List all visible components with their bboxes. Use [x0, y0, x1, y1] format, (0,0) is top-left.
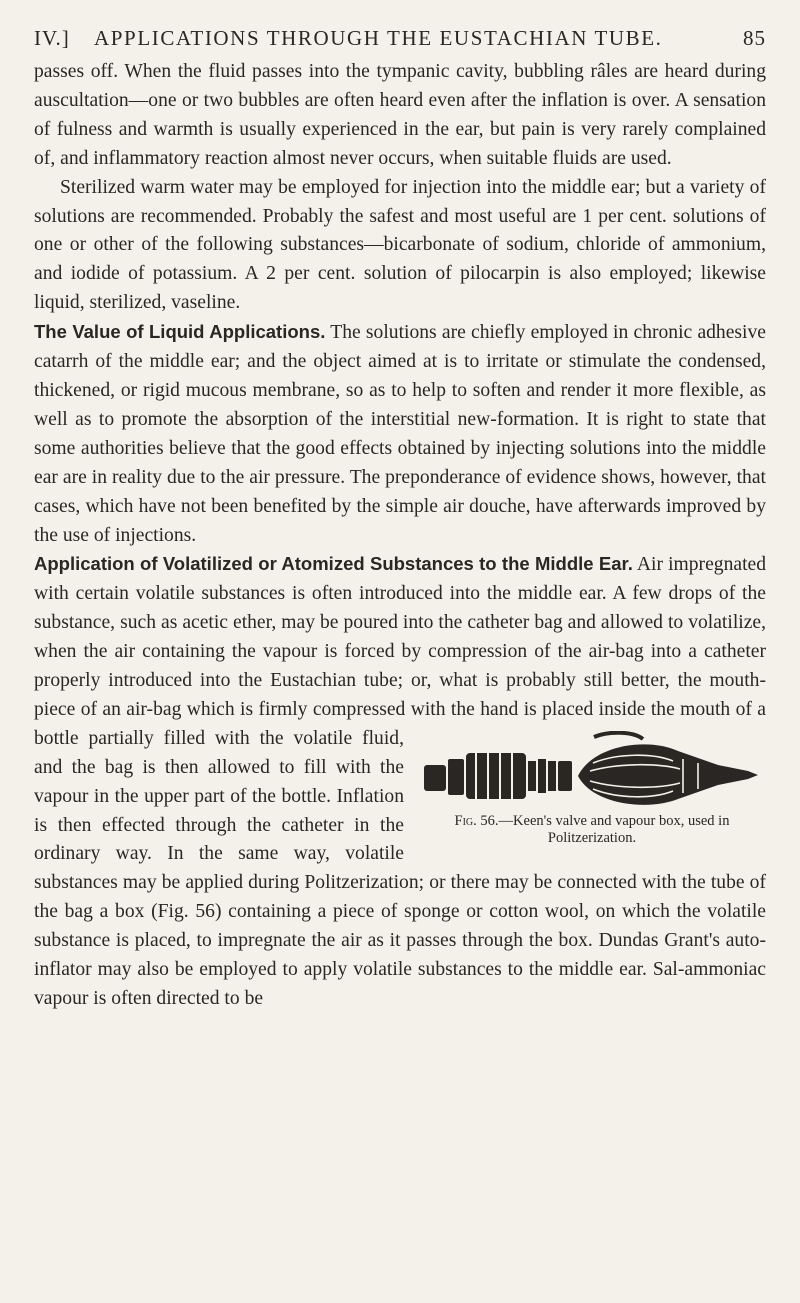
- page-body: [34, 58, 766, 1014]
- paragraph-text: The solutions are chiefly employed in chronic adhesive catarrh of the middle ear; and the object aimed at is to irritate or stimulate the condensed, thickened, or rigid mucous membrane, so as to help to soften and render it more flexible, as well as to promote the absorption of the interstitial new-formation. It is right to state that some authorities believe that the good effects obtained by injecting solutions into the middle ear are in reality due to the air pressure. The preponderance of evidence shows, however, that cases, which have not been benefited by the simple air douche, have afterwards improved by the use of injections.: [34, 322, 766, 546]
- paragraph-fluid-passes: passes off. When the fluid passes into the tympanic cavity, bubbling râles are heard during auscultation—one or two bubbles are often heard even after the inflation is over. A sensation of fulness and warmth is usually experienced in the ear, but pain is very rarely complained of, and inflammatory reaction almost never occurs, when suitable fluids are used.: [34, 61, 766, 169]
- section-heading-volatilized-substances: Application of Volatilized or Atomized Substances to the Middle Ear.: [34, 553, 633, 575]
- figure-keens-valve: [418, 731, 766, 845]
- section-heading-liquid-applications: The Value of Liquid Applications.: [34, 321, 326, 343]
- page-number: 85: [743, 26, 766, 50]
- running-title: APPLICATIONS THROUGH THE EUSTACHIAN TUBE.: [94, 26, 663, 50]
- paragraph-text: [34, 554, 766, 1009]
- figure-label: Fig. 56.: [454, 812, 499, 829]
- paragraph-volatilized-substances: [34, 550, 766, 1014]
- paragraph-text-part: volatile fluid, and the bag is then allowed to fill with the vapour in the upper part of the bottle. Inflation is then effected through the catheter in the ordinary way. In the same way, volatile substances may be applied during Politzerization; or there may be connected with the tube of the bag a box (Fig. 56) containing a piece of sponge or cotton wool, on which the volatile substance is placed, to impregnate the air as it passes through the box. Dundas Grant's auto-inflator may also be employed to apply volatile substances to the middle ear. Sal-ammoniac vapour is often directed to be: [34, 727, 766, 1009]
- figure-caption: [418, 813, 766, 847]
- keens-valve-illustration: [418, 731, 766, 811]
- figure-caption-text: —Keen's valve and vapour box, used in Politzerization.: [498, 812, 730, 846]
- paragraph-text-part: Air impregnated with certain volatile substances is often introduced into the middle ear. A few drops of the substance, such as acetic ether, may be poured into the catheter bag and allowed to volatilize, when the air containing the vapour is forced by compression of the air-bag into a catheter properly introduced into the Eustachian tube; or, what is probably still better, the mouth-piece of an air-bag which is firmly compressed with the hand is placed inside the mouth of a bottle partially filled with the: [34, 554, 767, 749]
- paragraph-liquid-applications: [34, 318, 766, 550]
- paragraph-sterilized-water: Sterilized warm water may be employed for injection into the middle ear; but a variety of solutions are recommended. Probably the safest and most useful are 1 per cent. solutions of one or other of the following substances—bicarbonate of sodium, chloride of ammonium, and iodide of potassium. A 2 per cent. solution of pilocarpin is also employed; likewise liquid, sterilized, vaseline.: [34, 176, 766, 314]
- running-header: [34, 16, 766, 56]
- chapter-number: IV.]: [34, 26, 70, 50]
